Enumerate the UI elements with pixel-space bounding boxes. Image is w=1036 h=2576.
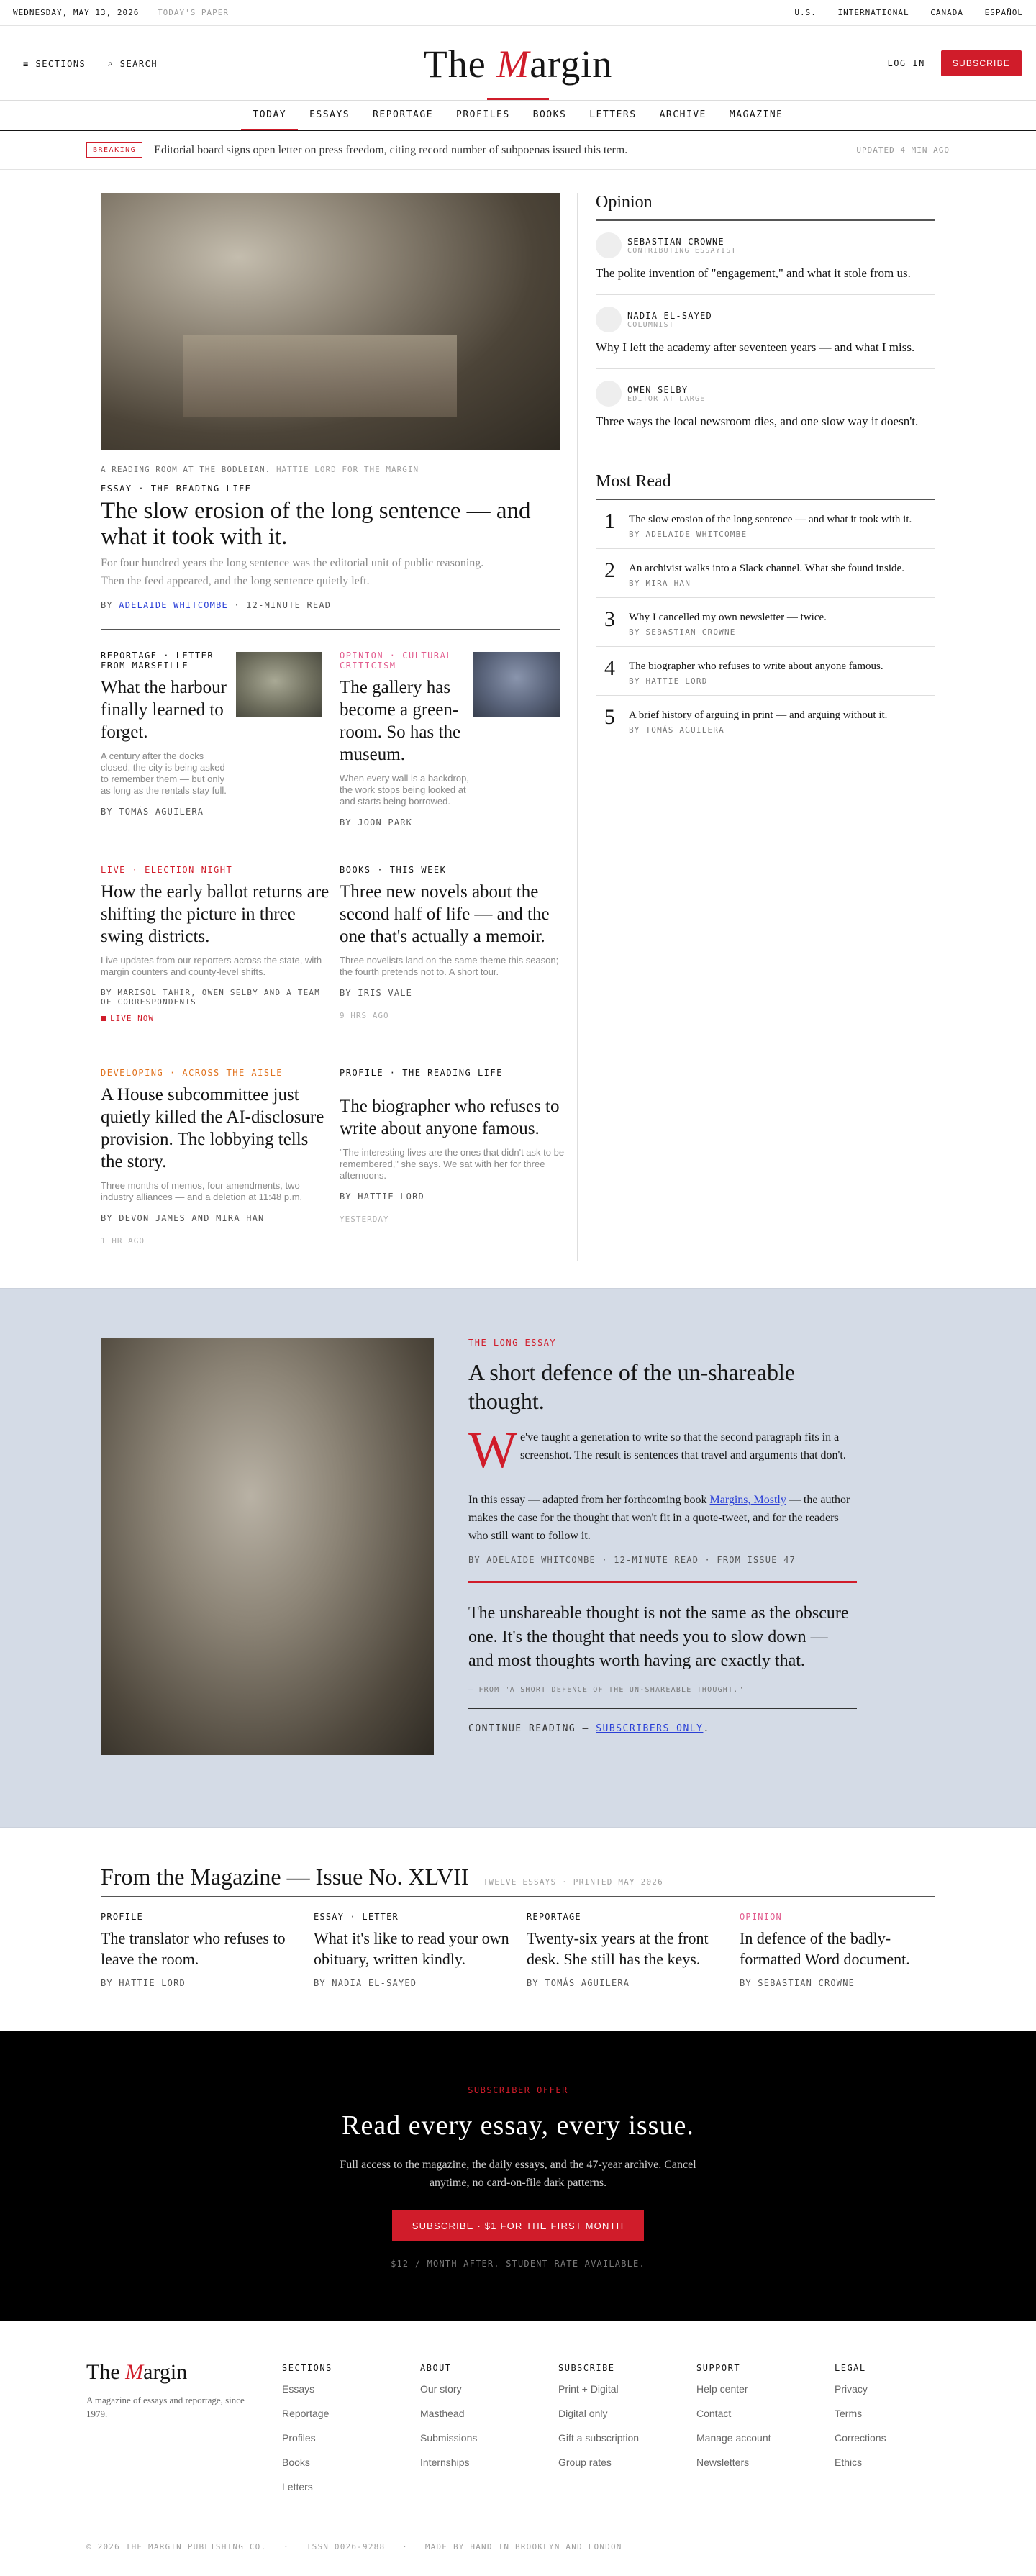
card-kicker: ESSAY · LETTER [314,1912,399,1922]
footer-link[interactable]: Corrections [835,2432,886,2444]
nav-essays[interactable]: ESSAYS [309,109,350,120]
columnist-name[interactable]: NADIA EL-SAYED [627,310,712,321]
columnist-name[interactable]: SEBASTIAN CROWNE [627,236,724,247]
magazine-card[interactable] [740,1912,935,1988]
sections-label: SECTIONS [35,59,86,69]
separator: · [283,2542,289,2552]
live-dot-icon [101,1016,106,1021]
card-kicker: LIVE · ELECTION NIGHT [101,865,233,875]
card-byline: BY MARISOL TAHIR, OWEN SELBY AND A TEAM OF CORRESPONDENTS [101,988,321,1007]
live-indicator [101,1014,330,1023]
columnist-name[interactable]: OWEN SELBY [627,384,689,395]
most-read-item[interactable] [596,549,935,598]
logo-word-the: The [423,42,486,86]
footer-col-legal [835,2363,942,2481]
footer-legal-line [86,2526,950,2552]
card-kicker: OPINION [740,1912,782,1922]
pull-quote-source: — FROM "A SHORT DEFENCE OF THE UN-SHAREABLE THOUGHT." [468,1686,857,1709]
nav-archive[interactable]: ARCHIVE [659,109,706,120]
card-kicker: REPORTAGE · LETTER FROM MARSEILLE [101,650,214,671]
primary-nav [0,101,1036,131]
lead-caption [101,465,419,474]
offer-text: Full access to the magazine, the daily essays, and the 47-year archive. Cancel anytime, no card-on-file dark patterns. [340,2159,696,2189]
live-label: LIVE NOW [110,1014,154,1023]
caption-text: A READING ROOM AT THE BODLEIAN. [101,465,271,474]
story-card-subcommittee[interactable] [101,1068,330,1246]
footer-tagline: A magazine of essays and reportage, since 1979. [86,2395,245,2419]
logo-letter-m: M [125,2360,144,2384]
most-read-item[interactable] [596,696,935,745]
login-link[interactable]: LOG IN [887,58,925,68]
card-kicker: BOOKS · THIS WEEK [340,865,447,875]
card-dek: Three novelists land on the same theme this season; the fourth pretends not to. A short tour. [340,955,559,977]
essay-kicker: THE LONG ESSAY [468,1338,557,1348]
footer-col-sections [282,2363,412,2505]
columnist-role: COLUMNIST [627,320,674,329]
nav-books[interactable]: BOOKS [532,109,567,120]
footer-link[interactable]: Reportage [282,2408,330,2419]
card-kicker: OPINION · CULTURAL CRITICISM [340,650,453,671]
subscribers-only-link[interactable]: SUBSCRIBERS ONLY [596,1723,704,1734]
magazine-card[interactable] [314,1912,509,1988]
essay-summary [468,1491,857,1545]
essay-title[interactable]: A short defence of the un-shareable thought. [468,1359,796,1414]
card-byline: BY HATTIE LORD [340,1192,424,1202]
continue-reading [468,1723,857,1734]
footer-link[interactable]: Submissions [420,2432,478,2444]
most-read-headline[interactable]: A brief history of arguing in print — and arguing without it. [629,709,888,721]
lead-divider [101,629,560,630]
card-headline[interactable]: The translator who refuses to leave the room. [101,1929,286,1968]
lead-read-time: · 12-MINUTE READ [234,600,332,610]
most-read-headline[interactable]: The slow erosion of the long sentence — and what it took with it. [629,514,912,525]
card-dek: Live updates from our reporters across the state, with margin counters and county-level shifts. [101,955,322,977]
most-read-section [596,472,935,745]
magazine-heading[interactable]: From the Magazine — Issue No. XLVII [101,1864,469,1890]
card-timestamp: 9 HRS AGO [340,1011,389,1020]
most-read-heading: Most Read [596,472,935,500]
opinion-item[interactable] [596,221,935,295]
most-read-byline: BY TOMÁS AGUILERA [629,725,724,735]
card-byline: BY JOON PARK [340,817,413,827]
pull-quote: The unshareable thought is not the same as the obscure one. It's the thought that needs you to slow down — and most thoughts worth having are exactly that. [468,1604,849,1670]
lead-headline[interactable]: The slow erosion of the long sentence — and what it took with it. [101,498,531,550]
card-timestamp: YESTERDAY [340,1215,389,1224]
top-strip [0,0,1036,26]
card-headline[interactable]: Twenty-six years at the front desk. She still has the keys. [527,1929,709,1968]
footer-link[interactable]: Terms [835,2408,863,2419]
nav-profiles[interactable]: PROFILES [456,109,510,120]
offer-subscribe-button[interactable]: SUBSCRIBE · $1 FOR THE FIRST MONTH [392,2210,645,2241]
essay-image[interactable] [101,1338,434,1755]
copyright: © 2026 THE MARGIN PUBLISHING CO. [86,2542,267,2552]
most-read-byline: BY HATTIE LORD [629,676,708,686]
card-byline: BY NADIA EL-SAYED [314,1978,417,1988]
footer-col-heading: SUBSCRIBE [558,2363,615,2373]
nav-reportage[interactable]: REPORTAGE [373,109,434,120]
menu-icon: ≡ [23,59,29,69]
subscribe-button[interactable]: SUBSCRIBE [941,50,1022,76]
opinion-heading[interactable]: Opinion [596,193,935,221]
nav-today[interactable]: TODAY [241,100,298,130]
logo-letter-m: M [496,42,530,86]
card-kicker: PROFILE · THE READING LIFE [340,1068,503,1078]
card-headline[interactable]: What the harbour finally learned to forget. [101,678,227,742]
footer-link[interactable]: Manage account [696,2432,771,2444]
essay-meta: BY ADELAIDE WHITCOMBE · 12-MINUTE READ · FROM ISSUE 47 [468,1555,857,1583]
opinion-section [596,193,935,443]
offer-kicker: SUBSCRIBER OFFER [468,2085,568,2095]
card-headline[interactable]: What it's like to read your own obituary, written kindly. [314,1929,509,1968]
footer-link[interactable]: Essays [282,2383,315,2395]
footer-link[interactable]: Group rates [558,2457,612,2468]
made-by: MADE BY HAND IN BROOKLYN AND LONDON [424,2542,622,2552]
todays-paper-link[interactable]: TODAY'S PAPER [157,8,230,17]
essay-intro-text: e've taught a generation to write so that the second paragraph fits in a screenshot. The result is sentences that travel and arguments that don't. [520,1431,846,1461]
story-card-harbour[interactable] [101,650,230,817]
magazine-subheading: TWELVE ESSAYS · PRINTED MAY 2026 [483,1877,663,1887]
search-label: SEARCH [119,59,158,69]
most-read-byline: BY ADELAIDE WHITCOMBE [629,530,748,539]
footer-col-subscribe [558,2363,688,2481]
card-byline: BY SEBASTIAN CROWNE [740,1978,855,1988]
breaking-badge: BREAKING [86,142,142,158]
essay-summary-a: In this essay — adapted from her forthcoming book [468,1494,707,1506]
rank-number: 2 [604,558,615,582]
issn: ISSN 0026-9288 [306,2542,386,2552]
footer-link[interactable]: Print + Digital [558,2383,619,2395]
card-byline: BY DEVON JAMES AND MIRA HAN [101,1213,265,1223]
columnist-role: CONTRIBUTING ESSAYIST [627,246,737,255]
opinion-headline[interactable]: Three ways the local newsroom dies, and one slow way it doesn't. [596,414,919,428]
byline-prefix: BY [101,600,113,610]
card-headline[interactable]: The gallery has become a green-room. So has the museum. [340,678,461,764]
subscribe-offer [0,2031,1036,2321]
card-byline: BY TOMÁS AGUILERA [101,807,204,817]
lead-image-detail [183,335,457,417]
rank-number: 3 [604,607,615,631]
nav-magazine[interactable]: MAGAZINE [729,109,783,120]
footer-link[interactable]: Contact [696,2408,732,2419]
card-kicker: REPORTAGE [527,1912,581,1922]
opinion-item[interactable] [596,295,935,369]
most-read-headline[interactable]: The biographer who refuses to write about anyone famous. [629,661,883,672]
card-thumbnail-gallery[interactable] [473,652,560,717]
rank-number: 5 [604,705,615,729]
card-dek: A century after the docks closed, the city is being asked to remember them — but only as long as the rentals stay full. [101,750,227,796]
edition-us[interactable]: U.S. [794,8,817,17]
story-card-election[interactable] [101,865,330,1023]
logo-word-rest: argin [143,2360,188,2384]
edition-international[interactable]: INTERNATIONAL [837,8,909,17]
card-dek: Three months of memos, four amendments, two industry alliances — and a deletion at 11:48 p.m. [101,1180,303,1202]
footer-link[interactable]: Help center [696,2383,748,2395]
masthead [0,26,1036,101]
most-read-byline: BY MIRA HAN [629,579,691,588]
magazine-card[interactable] [101,1912,296,1988]
footer-link[interactable]: Gift a subscription [558,2432,640,2444]
columnist-role: EDITOR AT LARGE [627,394,706,403]
footer-col-heading: SECTIONS [282,2363,332,2373]
offer-title: Read every essay, every issue. [342,2110,694,2141]
footer-col-support [696,2363,826,2481]
rank-number: 1 [604,509,615,533]
continue-label: CONTINUE READING — [468,1723,589,1734]
footer-link[interactable]: Letters [282,2481,313,2493]
most-read-item[interactable] [596,598,935,647]
lead-dek: For four hundred years the long sentence was the editorial unit of public reasoning. Then the feed appeared, and the long sentence quietly left. [101,557,484,587]
site-logo[interactable] [0,42,1036,86]
nav-letters[interactable]: LETTERS [589,109,637,120]
magazine-section [101,1864,935,1988]
footer-col-about [420,2363,550,2481]
most-read-headline[interactable]: An archivist walks into a Slack channel. What she found inside. [629,563,904,574]
card-dek: When every wall is a backdrop, the work stops being looked at and starts being borrowed. [340,773,469,807]
story-card-gallery[interactable] [340,650,469,827]
footer-link[interactable]: Ethics [835,2457,863,2468]
story-card-biographer[interactable] [340,1068,568,1224]
footer-link[interactable]: Masthead [420,2408,465,2419]
search-icon: ⌕ [107,59,114,69]
lead-image[interactable] [101,193,560,450]
card-thumbnail-harbour[interactable] [236,652,322,717]
avatar [596,232,622,258]
card-byline: BY TOMÁS AGUILERA [527,1978,630,1988]
long-essay-section [0,1288,1036,1828]
edition-canada[interactable]: CANADA [930,8,964,17]
card-dek: "The interesting lives are the ones that didn't ask to be remembered," she says. We sat with her for three afternoons. [340,1147,565,1181]
footer-col-heading: LEGAL [835,2363,866,2373]
essay-intro [468,1421,857,1482]
logo-word-the: The [86,2360,120,2384]
footer-col-heading: ABOUT [420,2363,452,2373]
most-read-headline[interactable]: Why I cancelled my own newsletter — twice. [629,612,827,623]
logo-underline [487,98,549,100]
drop-cap: W [468,1421,517,1479]
footer-logo[interactable] [86,2360,266,2385]
card-headline[interactable]: The biographer who refuses to write about anyone famous. [340,1097,560,1138]
separator: · [402,2542,408,2552]
lead-byline [101,600,331,610]
caption-credit: HATTIE LORD FOR THE MARGIN [276,465,419,474]
continue-dot: . [703,1723,710,1734]
footer-link[interactable]: Profiles [282,2432,316,2444]
card-byline: BY HATTIE LORD [101,1978,186,1988]
card-headline[interactable]: In defence of the badly-formatted Word document. [740,1929,910,1968]
card-byline: BY IRIS VALE [340,988,413,998]
card-kicker: DEVELOPING · ACROSS THE AISLE [101,1068,283,1078]
opinion-headline[interactable]: Why I left the academy after seventeen years — and what I miss. [596,340,915,354]
main-content [101,193,935,1265]
footer-link[interactable]: Internships [420,2457,470,2468]
breaking-bar [0,131,1036,170]
breaking-headline[interactable]: Editorial board signs open letter on press freedom, citing record number of subpoenas issued this term. [154,143,628,156]
footer-link[interactable]: Privacy [835,2383,868,2395]
most-read-item[interactable] [596,647,935,696]
most-read-item[interactable] [596,500,935,549]
logo-word-rest: argin [530,42,613,86]
opinion-headline[interactable]: The polite invention of "engagement," and what it stole from us. [596,266,911,280]
card-headline[interactable]: How the early ballot returns are shifting the picture in three swing districts. [101,882,330,946]
magazine-card[interactable] [527,1912,722,1988]
essay-summary-b: — the author makes the case for the thought that won't fit in a quote-tweet, and for the readers who still want to follow it. [468,1494,850,1542]
story-card-novels[interactable] [340,865,568,1020]
footer-link[interactable]: Our story [420,2383,462,2395]
lead-author-link[interactable]: ADELAIDE WHITCOMBE [119,600,228,610]
column-divider [577,193,578,1261]
footer-link[interactable]: Newsletters [696,2457,750,2468]
rank-number: 4 [604,656,615,680]
most-read-byline: BY SEBASTIAN CROWNE [629,627,736,637]
edition-espanol[interactable]: ESPAÑOL [984,8,1023,17]
card-timestamp: 1 HR AGO [101,1236,145,1246]
card-headline[interactable]: A House subcommittee just quietly killed the AI-disclosure provision. The lobbying tells the story. [101,1085,324,1171]
offer-note: $12 / MONTH AFTER. STUDENT RATE AVAILABLE. [391,2259,645,2269]
current-date: WEDNESDAY, MAY 13, 2026 [13,8,140,17]
card-kicker: PROFILE [101,1912,143,1922]
lead-kicker[interactable]: ESSAY · THE READING LIFE [101,484,252,494]
opinion-item[interactable] [596,369,935,443]
footer-col-heading: SUPPORT [696,2363,741,2373]
card-headline[interactable]: Three new novels about the second half of life — and the one that's actually a memoir. [340,882,550,946]
footer-link[interactable]: Books [282,2457,310,2468]
avatar [596,307,622,332]
avatar [596,381,622,407]
footer-link[interactable]: Digital only [558,2408,608,2419]
breaking-updated: UPDATED 4 MIN AGO [856,145,950,155]
book-link[interactable]: Margins, Mostly [709,1494,786,1506]
